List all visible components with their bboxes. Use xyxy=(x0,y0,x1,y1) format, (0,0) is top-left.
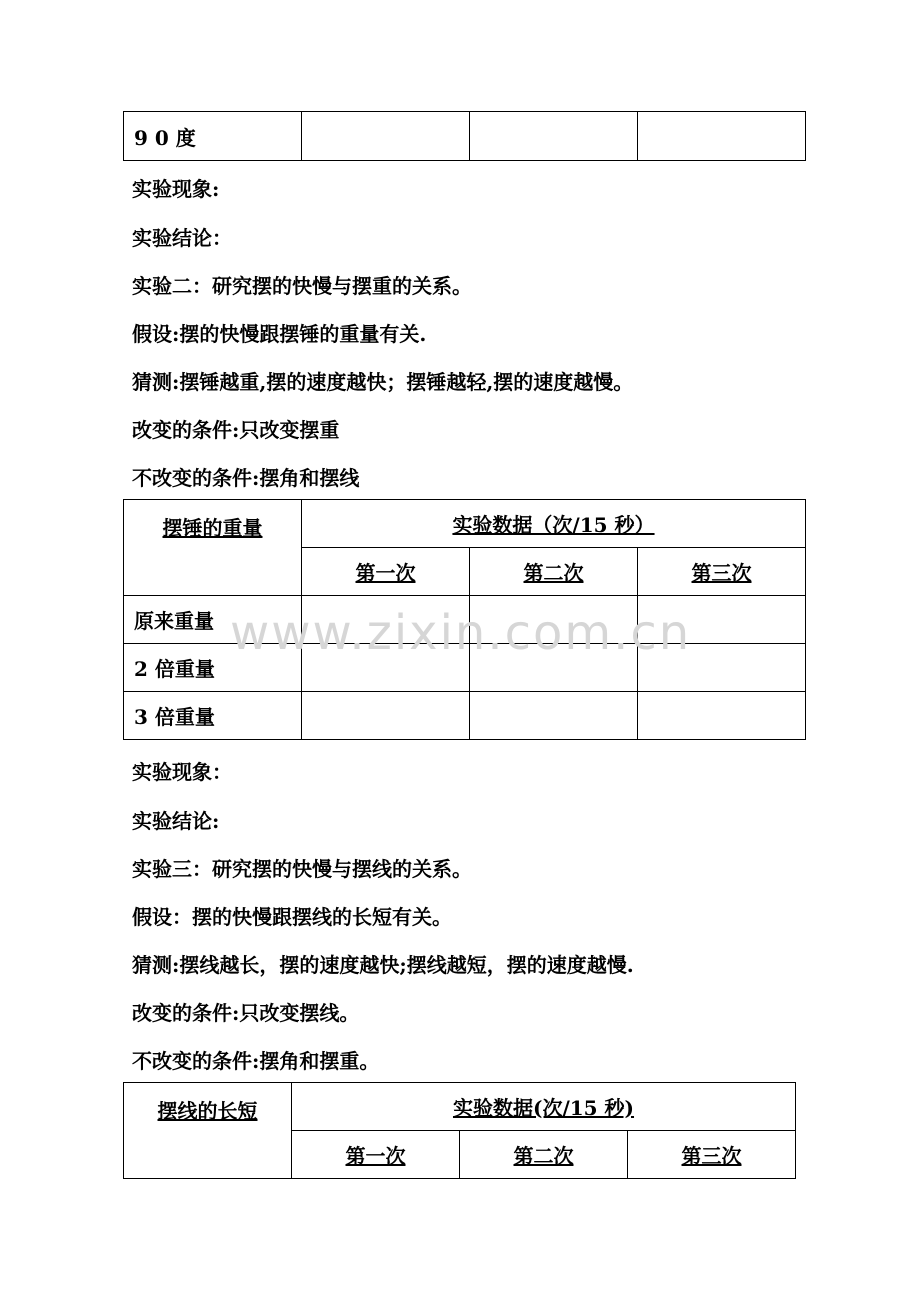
empty-cell xyxy=(638,692,806,740)
corner-label: 摆线的长短 xyxy=(157,1099,258,1123)
data-header: 实验数据(次/15 秒) xyxy=(452,1096,635,1120)
section2-phenomenon: 实验现象： xyxy=(132,760,232,784)
angle-table xyxy=(123,111,806,161)
trial-label: 第一次 xyxy=(355,561,416,585)
section3-unchanged: 不改变的条件:摆角和摆重。 xyxy=(132,1049,380,1073)
corner-label: 摆锤的重量 xyxy=(162,516,263,540)
empty-cell xyxy=(638,596,806,644)
data-header-cell xyxy=(292,1083,796,1131)
weight-table xyxy=(123,499,806,740)
trial-header xyxy=(460,1131,628,1179)
weight-table-corner xyxy=(124,500,302,596)
empty-cell xyxy=(638,644,806,692)
section3-hypothesis: 假设：摆的快慢跟摆线的长短有关。 xyxy=(132,905,452,929)
section2-changed: 改变的条件:只改变摆重 xyxy=(132,418,340,442)
empty-cell xyxy=(470,644,638,692)
trial-label: 第二次 xyxy=(523,561,584,585)
section2-title: 实验二：研究摆的快慢与摆重的关系。 xyxy=(132,274,472,298)
table-row xyxy=(124,692,806,740)
trial-header xyxy=(628,1131,796,1179)
section1-conclusion: 实验结论： xyxy=(132,226,232,250)
empty-cell xyxy=(470,596,638,644)
data-header: 实验数据（次/15 秒） xyxy=(452,513,655,537)
section3-guess: 猜测:摆线越长，摆的速度越快;摆线越短，摆的速度越慢. xyxy=(132,953,634,977)
row-label: 2 倍重量 xyxy=(124,644,302,692)
section3-title: 实验三：研究摆的快慢与摆线的关系。 xyxy=(132,857,472,881)
empty-cell xyxy=(470,692,638,740)
section2-hypothesis: 假设:摆的快慢跟摆锤的重量有关. xyxy=(132,322,427,346)
row-label: 3 倍重量 xyxy=(124,692,302,740)
length-table-corner xyxy=(124,1083,292,1179)
table-row xyxy=(124,644,806,692)
empty-cell xyxy=(470,112,638,161)
trial-header xyxy=(302,548,470,596)
watermark: www.zixin.com.cn xyxy=(230,605,692,661)
empty-cell xyxy=(302,596,470,644)
trial-label: 第三次 xyxy=(681,1144,742,1168)
empty-cell xyxy=(302,644,470,692)
length-table xyxy=(123,1082,796,1179)
angle-label: 9 0 度 xyxy=(124,112,302,161)
section2-conclusion: 实验结论: xyxy=(132,809,220,833)
trial-header xyxy=(638,548,806,596)
section3-changed: 改变的条件:只改变摆线。 xyxy=(132,1001,360,1025)
trial-label: 第二次 xyxy=(513,1144,574,1168)
data-header-cell xyxy=(302,500,806,548)
row-label: 原来重量 xyxy=(124,596,302,644)
trial-label: 第三次 xyxy=(691,561,752,585)
table-row xyxy=(124,596,806,644)
trial-header xyxy=(470,548,638,596)
empty-cell xyxy=(302,692,470,740)
trial-header xyxy=(292,1131,460,1179)
trial-label: 第一次 xyxy=(345,1144,406,1168)
empty-cell xyxy=(638,112,806,161)
section2-guess: 猜测:摆锤越重,摆的速度越快；摆锤越轻,摆的速度越慢。 xyxy=(132,370,634,394)
section1-phenomenon: 实验现象: xyxy=(132,177,220,201)
section2-unchanged: 不改变的条件:摆角和摆线 xyxy=(132,466,360,490)
empty-cell xyxy=(302,112,470,161)
